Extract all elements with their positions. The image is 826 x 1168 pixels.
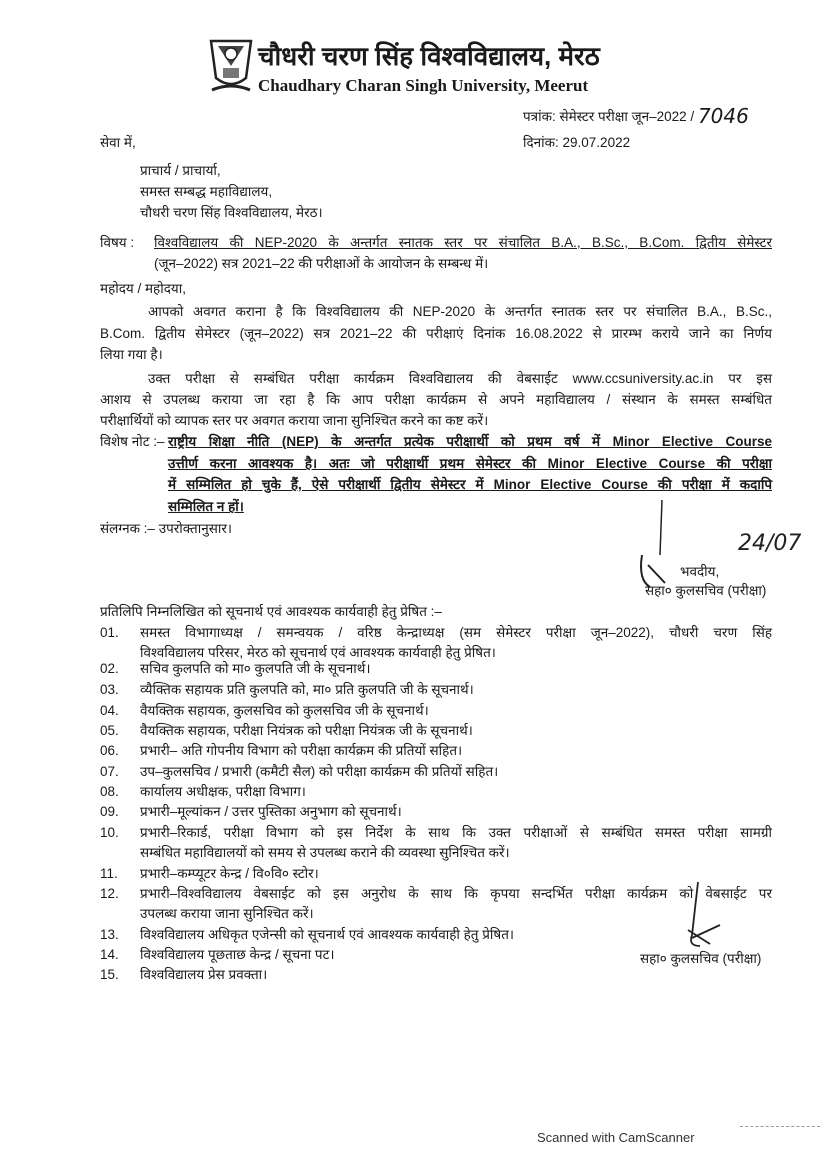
copy-item-line: विश्वविद्यालय पूछताछ केन्द्र / सूचना पट। [140, 947, 335, 962]
copy-item-line: प्रभारी–विश्वविद्यालय वेबसाईट को इस अनुरोध के साथ कि कृपया सन्दर्भित परीक्षा कार्यक्रम को वेबसाईट पर [140, 886, 772, 901]
copy-item-line: उप–कुलसचिव / प्रभारी (कमैटी सैल) को परीक्षा कार्यक्रम की प्रतियों सहित। [140, 764, 499, 779]
copy-item-line: विश्वविद्यालय परिसर, मेरठ को सूचनार्थ एवं आवश्यक कार्यवाही हेतु प्रेषित। [140, 645, 496, 660]
address-to: सेवा में, [100, 135, 136, 150]
letter-date: दिनांक: 29.07.2022 [523, 135, 631, 150]
signature [670, 880, 730, 948]
subject-label: विषय : [100, 235, 135, 250]
copy-item-line: प्रभारी–रिकार्ड, परीक्षा विभाग को इस निर्देश के साथ कि उक्त परीक्षाओं से सम्बंधित समस्त परीक्षा सामग्री [140, 825, 772, 840]
copy-item-line: प्रभारी– अति गोपनीय विभाग को परीक्षा कार्यक्रम की प्रतियों सहित। [140, 743, 463, 758]
reference-label: पत्रांक: सेमेस्टर परीक्षा जून–2022 / [523, 109, 695, 124]
copy-item-number: 14. [100, 947, 119, 962]
copy-item-line: विश्वविद्यालय प्रेस प्रवक्ता। [140, 967, 268, 982]
special-note-line: राष्ट्रीय शिक्षा नीति (NEP) के अन्तर्गत प्रत्येक परीक्षार्थी को प्रथम वर्ष में Minor Elective Course [168, 434, 772, 449]
copy-item-number: 07. [100, 764, 119, 779]
copy-item-number: 11. [100, 866, 118, 881]
address-line: प्राचार्य / प्राचार्या, [140, 163, 221, 178]
university-logo [208, 38, 254, 96]
paragraph-line: उक्त परीक्षा से सम्बंधित परीक्षा कार्यक्रम विश्वविद्यालय की वेबसाईट www.ccsuniversity.ac.in पर इस [148, 371, 772, 386]
special-note-line: सम्मिलित न हों। [168, 499, 244, 514]
copy-item-number: 01. [100, 625, 119, 640]
copy-item-number: 10. [100, 825, 119, 840]
scanner-watermark: Scanned with CamScanner [537, 1130, 695, 1145]
copy-heading: प्रतिलिपि निम्नलिखित को सूचनार्थ एवं आवश्यक कार्यवाही हेतु प्रेषित :– [100, 604, 442, 619]
copy-item-number: 09. [100, 804, 119, 819]
signatory-designation: सहा० कुलसचिव (परीक्षा) [645, 583, 767, 598]
copy-item-line: समस्त विभागाध्यक्ष / समन्वयक / वरिष्ठ केन्द्राध्यक्ष (सम सेमेस्टर परीक्षा जून–2022), चौधरी चरण सिंह [140, 625, 772, 640]
copy-item-number: 12. [100, 886, 119, 901]
subject-line: विश्वविद्यालय की NEP-2020 के अन्तर्गत स्नातक स्तर पर संचालित B.A., B.Sc., B.Com. द्वितीय सेमेस्टर [154, 235, 772, 250]
signatory-designation: सहा० कुलसचिव (परीक्षा) [640, 951, 762, 966]
paragraph-line: B.Com. द्वितीय सेमेस्टर (जून–2022) सत्र 2021–22 की परीक्षाएं दिनांक 16.08.2022 से प्रारम्भ कराये जाने का निर्णय [100, 326, 772, 341]
copy-item-number: 08. [100, 784, 119, 799]
divider [740, 1126, 820, 1127]
copy-item-number: 02. [100, 661, 119, 676]
reference-handwritten-number: 7046 [697, 104, 749, 128]
address-line: चौधरी चरण सिंह विश्वविद्यालय, मेरठ। [140, 205, 323, 220]
subject-line: (जून–2022) सत्र 2021–22 की परीक्षाओं के आयोजन के सम्बन्ध में। [154, 256, 489, 271]
enclosure: संलग्नक :– उपरोक्तानुसार। [100, 521, 232, 536]
copy-item-number: 06. [100, 743, 119, 758]
copy-item-line: कार्यालय अधीक्षक, परीक्षा विभाग। [140, 784, 306, 799]
paragraph-line: आपको अवगत कराना है कि विश्वविद्यालय की NEP-2020 के अन्तर्गत स्नातक स्तर पर संचालित B.A., B.Sc., [148, 304, 772, 319]
copy-item-line: उपलब्ध कराया जाना सुनिश्चित करें। [140, 906, 314, 921]
signature-date: 24/07 [738, 531, 802, 556]
paragraph-line: आशय से उपलब्ध कराया जा रहा है कि आप परीक्षा कार्यक्रम से अपने महाविद्यालय / संस्थान के समस्त सम्बंधित [100, 392, 772, 407]
copy-item-line: प्रभारी–कम्प्यूटर केन्द्र / वि०वि० स्टोर। [140, 866, 319, 881]
address-line: समस्त सम्बद्ध महाविद्यालय, [140, 184, 273, 199]
special-note-label: विशेष नोट :– [100, 434, 165, 449]
copy-item-number: 03. [100, 682, 119, 697]
university-name-english: Chaudhary Charan Singh University, Meerut [258, 76, 589, 95]
special-note-line: में सम्मिलित हो चुके हैं, ऐसे परीक्षार्थी द्वितीय सेमेस्टर में Minor Elective Course की परीक्षा में कदापि [168, 477, 772, 492]
copy-item-number: 05. [100, 723, 119, 738]
university-name-hindi: चौधरी चरण सिंह विश्वविद्यालय, मेरठ [258, 41, 600, 71]
closing: भवदीय, [680, 564, 720, 579]
copy-item-line: वैयक्तिक सहायक, कुलसचिव को कुलसचिव जी के सूचनार्थ। [140, 703, 429, 718]
copy-item-line: व्यैक्तिक सहायक प्रति कुलपति को, मा० प्रति कुलपति जी के सूचनार्थ। [140, 682, 474, 697]
paragraph-line: लिया गया है। [100, 347, 163, 362]
copy-item-number: 04. [100, 703, 119, 718]
copy-item-line: प्रभारी–मूल्यांकन / उत्तर पुस्तिका अनुभाग को सूचनार्थ। [140, 804, 402, 819]
copy-item-number: 13. [100, 927, 119, 942]
copy-item-line: सचिव कुलपति को मा० कुलपति जी के सूचनार्थ। [140, 661, 371, 676]
copy-item-line: विश्वविद्यालय अधिकृत एजेन्सी को सूचनार्थ एवं आवश्यक कार्यवाही हेतु प्रेषित। [140, 927, 515, 942]
copy-item-number: 15. [100, 967, 119, 982]
copy-item-line: सम्बंधित महाविद्यालयों को समय से उपलब्ध कराने की व्यवस्था सुनिश्चित करें। [140, 845, 510, 860]
copy-item-line: वैयक्तिक सहायक, परीक्षा नियंत्रक को परीक्षा नियंत्रक जी के सूचनार्थ। [140, 723, 473, 738]
salutation: महोदय / महोदया, [100, 281, 186, 296]
special-note-line: उत्तीर्ण करना आवश्यक है। अतः जो परीक्षार्थी प्रथम सेमेस्टर की Minor Elective Course की परीक्षा [168, 456, 772, 471]
paragraph-line: परीक्षार्थियों को व्यापक स्तर पर अवगत कराया जाना सुनिश्चित करने का कष्ट करें। [100, 413, 489, 428]
reference-number [523, 106, 749, 126]
